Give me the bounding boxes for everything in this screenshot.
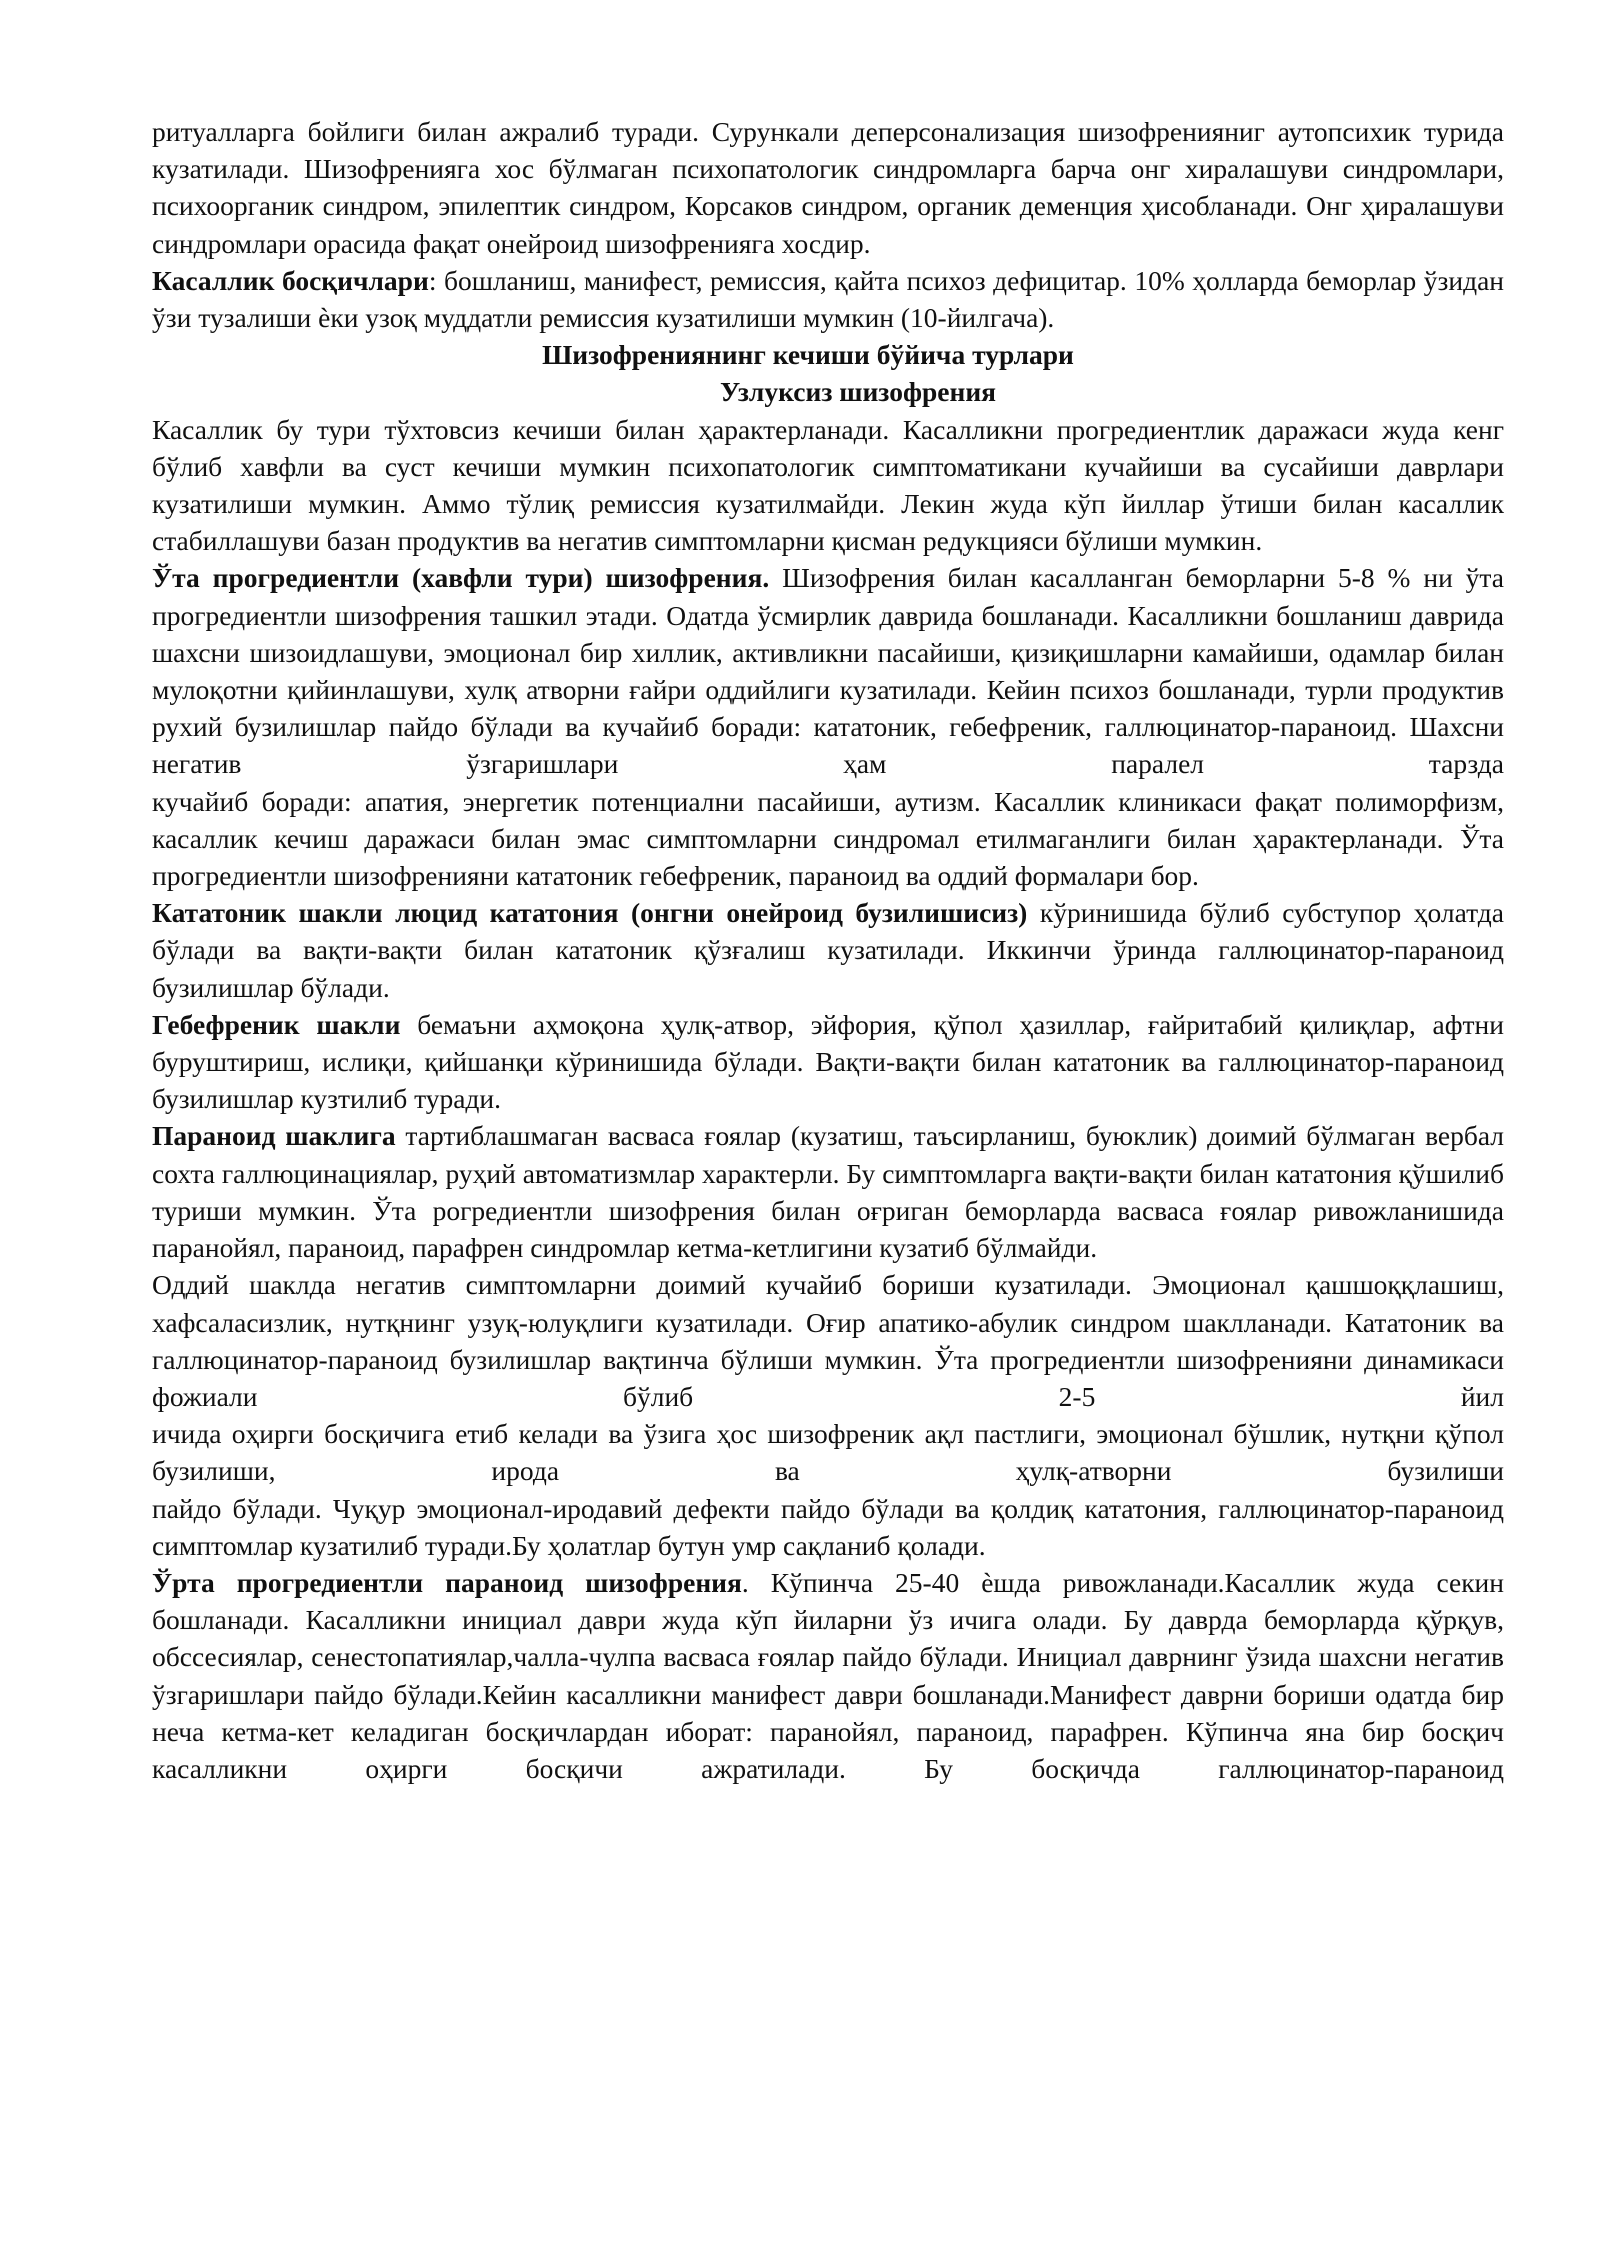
stages-term: Касаллик босқичлари (152, 264, 429, 296)
paragraph-paranoid-form (152, 1117, 1504, 1266)
moderately-progredient-term: Ўрта прогредиентли параноид шизофрения (152, 1566, 742, 1598)
section-heading: Шизофрениянинг кечиши бўйича турлари (542, 339, 1074, 371)
subsection-heading: Узлуксиз шизофрения (719, 376, 997, 408)
hebephrenic-text: бемаъни аҳмоқона ҳулқ-атвор, эйфория, қўпол ҳазиллар, ғайритабий қилиқлар, афтни буруштириш, ислиқи, қийшанқи кўринишида бўлади. Вақти-вақти билан кататоник ва галлюцинатор-параноид бузилишлар кузтилиб туради. (152, 1008, 1504, 1115)
paragraph-negative-changes: кучайиб боради: апатия, энергетик потенциални пасайиши, аутизм. Касаллик клиникаси фақат полиморфизм, касаллик кечиш даражаси билан эмас симптомларни синдромал етилмаганлиги билан ҳарактерланади. Ўта прогредиентли шизофренияни кататоник гебефреник, параноид ва оддий формалари бор. (152, 785, 1504, 892)
paragraph-highly-progredient (152, 559, 1504, 782)
paragraph-moderately-progredient (152, 1564, 1504, 1787)
paragraph-hebephrenic-form (152, 1006, 1504, 1118)
paragraph-simple-form: Оддий шаклда негатив симптомларни доимий кучайиб бориши кузатилади. Эмоционал қашшоққлашиш, хафсаласизлик, нутқнинг узуқ-юлуқлиги кузатилади. Оғир апатико-абулик синдром шаклланади. Кататоник ва галлюцинатор-параноид бузилишлар вақтинча бўлиши мумкин. Ўта прогредиентли шизофренияни динамикаси фожиали бўлиб 2-5 йил (152, 1269, 1504, 1412)
paragraph-intro: ритуалларга бойлиги билан ажралиб туради. Сурункали деперсонализация шизофренияниг аутопсихик турида кузатилади. Шизофренияга хос бўлмаган психопатологик синдромларга барча онг хиралашуви синдромлари, психоорганик синдром, эпилептик синдром, Корсаков синдром, органик деменция ҳисобланади. Онг ҳиралашуви синдромлари орасида фақат онейроид шизофренияга хосдир. (152, 116, 1504, 259)
paragraph-continuous-type: Касаллик бу тури тўхтовсиз кечиши билан ҳарактерланади. Касалликни прогредиентлик даражаси жуда кенг бўлиб хавфли ва суст кечиши мумкин психопатологик симптоматикани кучайиши ва сусайиши даврлари кузатилиши мумкин. Аммо тўлиқ ремиссия кузатилмайди. Лекин жуда кўп йиллар ўтиши билан касаллик стабиллашуви базан продуктив ва негатив симптомларни қисман редукцияси бўлиши мумкин. (152, 413, 1504, 557)
paragraph-disease-stages (152, 262, 1504, 336)
catatonic-text: кўринишида бўлиб субступор ҳолатда бўлади ва вақти-вақти билан кататоник қўзғалиш кузатилади. Иккинчи ўринда галлюцинатор-параноид бузилишлар бўлади. (152, 897, 1504, 1003)
highly-progredient-term: Ўта прогредиентли (хавфли тури) шизофрения. (152, 562, 770, 594)
hebephrenic-term: Гебефреник шакли (152, 1008, 401, 1040)
paranoid-term: Параноид шаклига (152, 1120, 396, 1152)
paragraph-defect: пайдо бўлади. Чуқур эмоционал-иродавий дефекти пайдо бўлади ва қолдиқ кататония, галлюцинатор-параноид симптомлар кузатилиб туради.Бу ҳолатлар бутун умр сақланиб қолади. (152, 1492, 1504, 1561)
highly-progredient-text: Шизофрения билан касалланган беморларни 5-8 % ни ўта прогредиентли шизофрения ташкил этади. Одатда ўсмирлик даврида бошланади. Касалликни бошланиш даврида шахсни шизоидлашуви, эмоционал бир хиллик, активликни пасайиши, қизиқишларни камайиши, одамлар билан мулоқотни қийинлашуви, хулқ атворни ғайри оддийлиги кузатилади. Кейин психоз бошланади, турли продуктив рухий бузилишлар пайдо бўлади ва кучайиб боради: кататоник, гебефреник, галлюцинатор-параноид. Шахсни негатив ўзгаришлари ҳам паралел тарзда (152, 562, 1504, 780)
moderately-progredient-text: . Кўпинча 25-40 ѐшда ривожланади.Касаллик жуда секин бошланади. Касалликни инициал даври жуда кўп йиларни ўз ичига олади. Бу даврда беморларда қўрқув, обссесиялар, сенестопатиялар,чалла-чулпа васваса ғоялар пайдо бўлади. Инициал даврнинг ўзида шахсни негатив ўзгаришлари пайдо бўлади.Кейин касалликни манифест даври бошланади.Манифест даврни бориши одатда бир неча кетма-кет келадиган босқичлардан иборат: паранойял, параноид, парафрен. Кўпинча яна бир босқич касалликни оҳирги босқичи ажратилади. Бу босқичда галлюцинатор-параноид (152, 1566, 1504, 1784)
document-body (152, 113, 1504, 1787)
stages-text: : бошланиш, манифест, ремиссия, қайта психоз дефицитар. 10% ҳолларда беморлар ўзидан ўзи тузалиши ѐки узоқ муддатли ремиссия кузатилиши мумкин (10-йилгача). (152, 264, 1504, 334)
paranoid-text: тартиблашмаган васваса ғоялар (кузатиш, таъсирланиш, буюклик) доимий бўлмаган вербал сохта галлюцинациялар, руҳий автоматизмлар характерли. Бу симптомларга вақти-вақти билан кататония қўшилиб туриши мумкин. Ўта рогредиентли шизофрения билан оғриган беморларда васваса ғоялар ривожланишида паранойял, параноид, парафрен синдромлар кетма-кетлигини кузатиб бўлмайди. (152, 1120, 1505, 1264)
paragraph-catatonic-form (152, 894, 1504, 1006)
paragraph-final-stage: ичида оҳирги босқичига етиб келади ва ўзига ҳос шизофреник ақл пастлиги, эмоционал бўшлик, нутқни қўпол бузилиши, ирода ва ҳулқ-атворни бузилиши (152, 1418, 1504, 1487)
catatonic-term: Кататоник шакли люцид кататония (онгни онейроид бузилишисиз) (152, 897, 1028, 929)
